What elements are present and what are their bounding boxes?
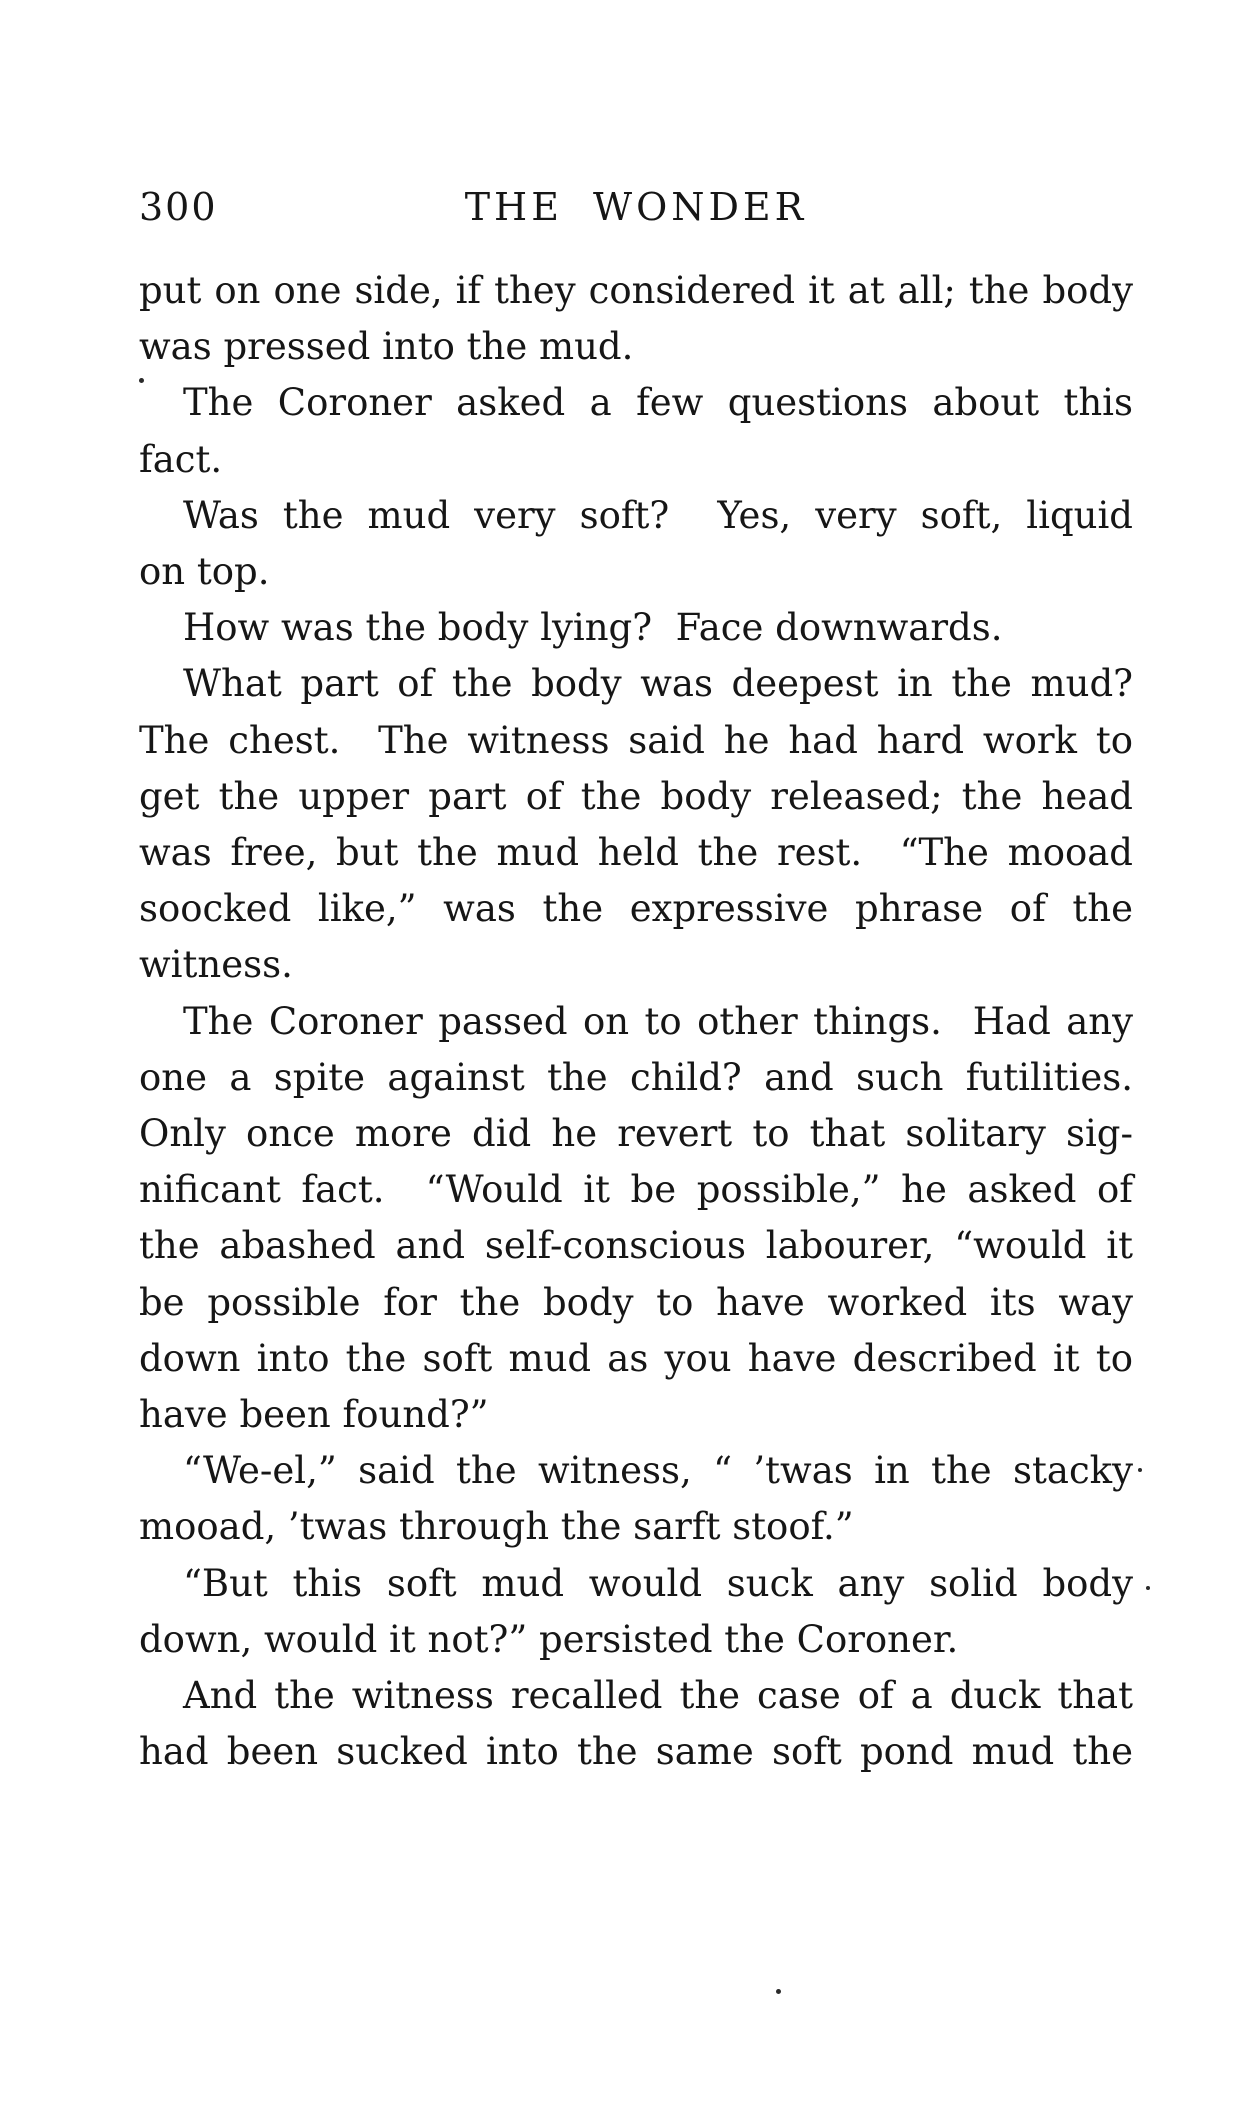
- text-line: “But this soft mud would suck any solid body: [183, 1561, 1133, 1605]
- text-line: on top.: [139, 550, 270, 594]
- scan-speck: [1138, 1468, 1142, 1472]
- text-line: was pressed into the mud.: [139, 325, 634, 369]
- scan-speck: [139, 378, 144, 383]
- page-number: 300: [139, 185, 218, 229]
- text-line: down into the soft mud as you have described it to: [139, 1336, 1133, 1380]
- text-line: soocked like,” was the expressive phrase of the: [139, 887, 1133, 931]
- text-line: The chest. The witness said he had hard work to: [139, 718, 1133, 762]
- running-head: [139, 186, 1133, 228]
- text-line: How was the body lying? Face downwards.: [183, 606, 1003, 650]
- scan-speck: [1146, 1586, 1150, 1590]
- text-line: be possible for the body to have worked its way: [139, 1280, 1133, 1324]
- text-line: nificant fact. “Would it be possible,” he asked of: [139, 1168, 1133, 1212]
- text-line: fact.: [139, 437, 223, 481]
- text-line: And the witness recalled the case of a duck that: [183, 1674, 1133, 1718]
- running-title: THE WONDER: [464, 185, 808, 229]
- scan-speck: [776, 1989, 781, 1994]
- text-line: have been found?”: [139, 1393, 489, 1437]
- text-line: “We-el,” said the witness, “ ’twas in the stacky: [183, 1449, 1133, 1493]
- text-line: Was the mud very soft? Yes, very soft, liquid: [183, 493, 1133, 537]
- body-text: [139, 263, 1133, 1780]
- text-line: The Coroner asked a few questions about this: [183, 381, 1133, 425]
- text-line: one a spite against the child? and such futilities.: [139, 1055, 1133, 1099]
- text-line: witness.: [139, 943, 293, 987]
- text-line: What part of the body was deepest in the mud?: [183, 662, 1133, 706]
- text-line: had been sucked into the same soft pond mud the: [139, 1730, 1133, 1774]
- text-line: The Coroner passed on to other things. Had any: [183, 999, 1133, 1043]
- text-line: the abashed and self-conscious labourer, “would it: [139, 1224, 1133, 1268]
- text-line: mooad, ’twas through the sarft stoof.”: [139, 1505, 854, 1549]
- text-line: down, would it not?” persisted the Coroner.: [139, 1617, 959, 1661]
- text-line: Only once more did he revert to that solitary sig-: [139, 1112, 1133, 1156]
- text-line: put on one side, if they considered it at all; the body: [139, 269, 1133, 312]
- text-line: get the upper part of the body released; the head: [139, 774, 1133, 818]
- text-line: was free, but the mud held the rest. “The mooad: [139, 831, 1133, 875]
